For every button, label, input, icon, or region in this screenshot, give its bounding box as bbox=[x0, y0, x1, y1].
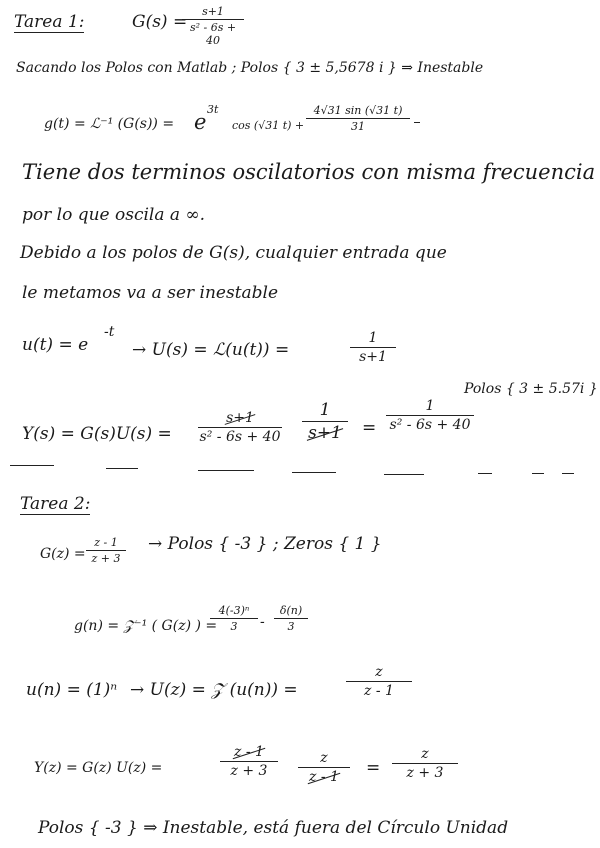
trailing-mark bbox=[414, 122, 420, 123]
u-numerator: 1 bbox=[350, 330, 396, 348]
gn-fraction-1 bbox=[210, 604, 258, 633]
text-line-3: Debido a los polos de G(s), cualquier entrada que bbox=[20, 243, 447, 263]
tarea2-heading: Tarea 2: bbox=[20, 494, 91, 514]
gn-minus: - bbox=[260, 614, 265, 630]
gz-fraction bbox=[86, 536, 126, 565]
gs-denominator: s² - 6s + 40 bbox=[189, 21, 237, 47]
wn-denominator: z - 1 bbox=[364, 683, 394, 699]
gs-lhs: G(s) = bbox=[132, 12, 188, 32]
text-line-1: Tiene dos terminos oscilatorios con misma frecuencia bbox=[22, 160, 596, 184]
g-t-pow: 3t bbox=[207, 103, 219, 116]
gz-poles-zeros: → Polos { -3 } ; Zeros { 1 } bbox=[148, 534, 382, 554]
poles-text: Sacando los Polos con Matlab ; Polos { 3 ± 5,5678 i } ⇒ Inestable bbox=[16, 60, 484, 76]
g-t-cos: cos (√31 t) + bbox=[232, 119, 305, 132]
u-pow: -t bbox=[104, 324, 115, 340]
g-t-fraction bbox=[306, 104, 410, 133]
gn-fraction-2 bbox=[274, 604, 308, 633]
wn-lhs: u(n) = (1)ⁿ bbox=[26, 680, 118, 700]
y-f1-denominator: s² - 6s + 40 bbox=[199, 429, 281, 445]
yz-f2-numerator: z bbox=[298, 750, 350, 768]
yz-fraction-2 bbox=[298, 750, 350, 785]
yz-f1-denominator: z + 3 bbox=[230, 763, 268, 779]
yz-f3-denominator: z + 3 bbox=[406, 765, 444, 781]
gn-lhs: g(n) = 𝒵⁻¹ ( G(z) ) = bbox=[74, 618, 218, 634]
y-fraction-2 bbox=[302, 400, 348, 443]
gn-f2-denominator: 3 bbox=[287, 620, 295, 633]
u-fraction bbox=[350, 330, 396, 365]
separator-dash bbox=[10, 465, 54, 466]
yz-f2-denominator: z - 1 bbox=[309, 769, 339, 785]
gz-numerator: z - 1 bbox=[86, 536, 126, 551]
y-poles: Polos { 3 ± 5.57i } bbox=[464, 381, 598, 397]
g-t-exp: e bbox=[194, 110, 207, 134]
u-lhs: u(t) = e bbox=[22, 335, 89, 355]
text-line-2: por lo que oscila a ∞. bbox=[22, 205, 206, 225]
yz-fraction-3 bbox=[392, 746, 458, 781]
gn-f2-numerator: δ(n) bbox=[274, 604, 308, 619]
y-fraction-1 bbox=[198, 410, 282, 445]
wn-numerator: z bbox=[346, 664, 412, 682]
yz-lhs: Y(z) = G(z) U(z) = bbox=[34, 760, 163, 776]
y-f1-numerator: s+1 bbox=[198, 410, 282, 428]
gz-denominator: z + 3 bbox=[91, 552, 121, 565]
separator-dash bbox=[478, 473, 492, 474]
g-t-lhs: g(t) = ℒ⁻¹ (G(s)) = bbox=[44, 116, 175, 132]
y-equals: = bbox=[362, 418, 377, 438]
separator-dash bbox=[292, 472, 336, 473]
yz-fraction-1 bbox=[220, 744, 278, 779]
gn-f1-numerator: 4(-3)ⁿ bbox=[210, 604, 258, 619]
y-fraction-3 bbox=[386, 398, 474, 433]
u-denominator: s+1 bbox=[359, 349, 387, 365]
y-lhs: Y(s) = G(s)U(s) = bbox=[22, 424, 172, 444]
y-f2-denominator: s+1 bbox=[308, 423, 342, 443]
y-f2-numerator: 1 bbox=[302, 400, 348, 422]
yz-equals: = bbox=[366, 758, 381, 778]
gs-fraction bbox=[182, 5, 244, 47]
y-f3-denominator: s² - 6s + 40 bbox=[389, 417, 471, 433]
gn-f1-denominator: 3 bbox=[230, 620, 238, 633]
yz-f1-numerator: z - 1 bbox=[220, 744, 278, 762]
gz-lhs: G(z) = bbox=[40, 546, 86, 562]
u-transform: → U(s) = ℒ(u(t)) = bbox=[132, 340, 290, 360]
separator-dash bbox=[106, 468, 138, 469]
separator-dash bbox=[532, 473, 544, 474]
g-t-numerator: 4√31 sin (√31 t) bbox=[306, 104, 410, 119]
wn-transform: → U(z) = 𝒵 (u(n)) = bbox=[130, 680, 298, 700]
separator-dash bbox=[384, 474, 424, 475]
tarea1-heading: Tarea 1: bbox=[14, 12, 85, 32]
g-t-denominator: 31 bbox=[351, 120, 365, 133]
conclusion-text: Polos { -3 } ⇒ Inestable, está fuera del Círculo Unidad bbox=[38, 818, 509, 838]
y-f3-numerator: 1 bbox=[386, 398, 474, 416]
gs-numerator: s+1 bbox=[182, 5, 244, 20]
wn-fraction bbox=[346, 664, 412, 699]
text-line-4: le metamos va a ser inestable bbox=[22, 283, 279, 303]
yz-f3-numerator: z bbox=[392, 746, 458, 764]
separator-dash bbox=[562, 473, 574, 474]
separator-dash bbox=[198, 470, 254, 471]
